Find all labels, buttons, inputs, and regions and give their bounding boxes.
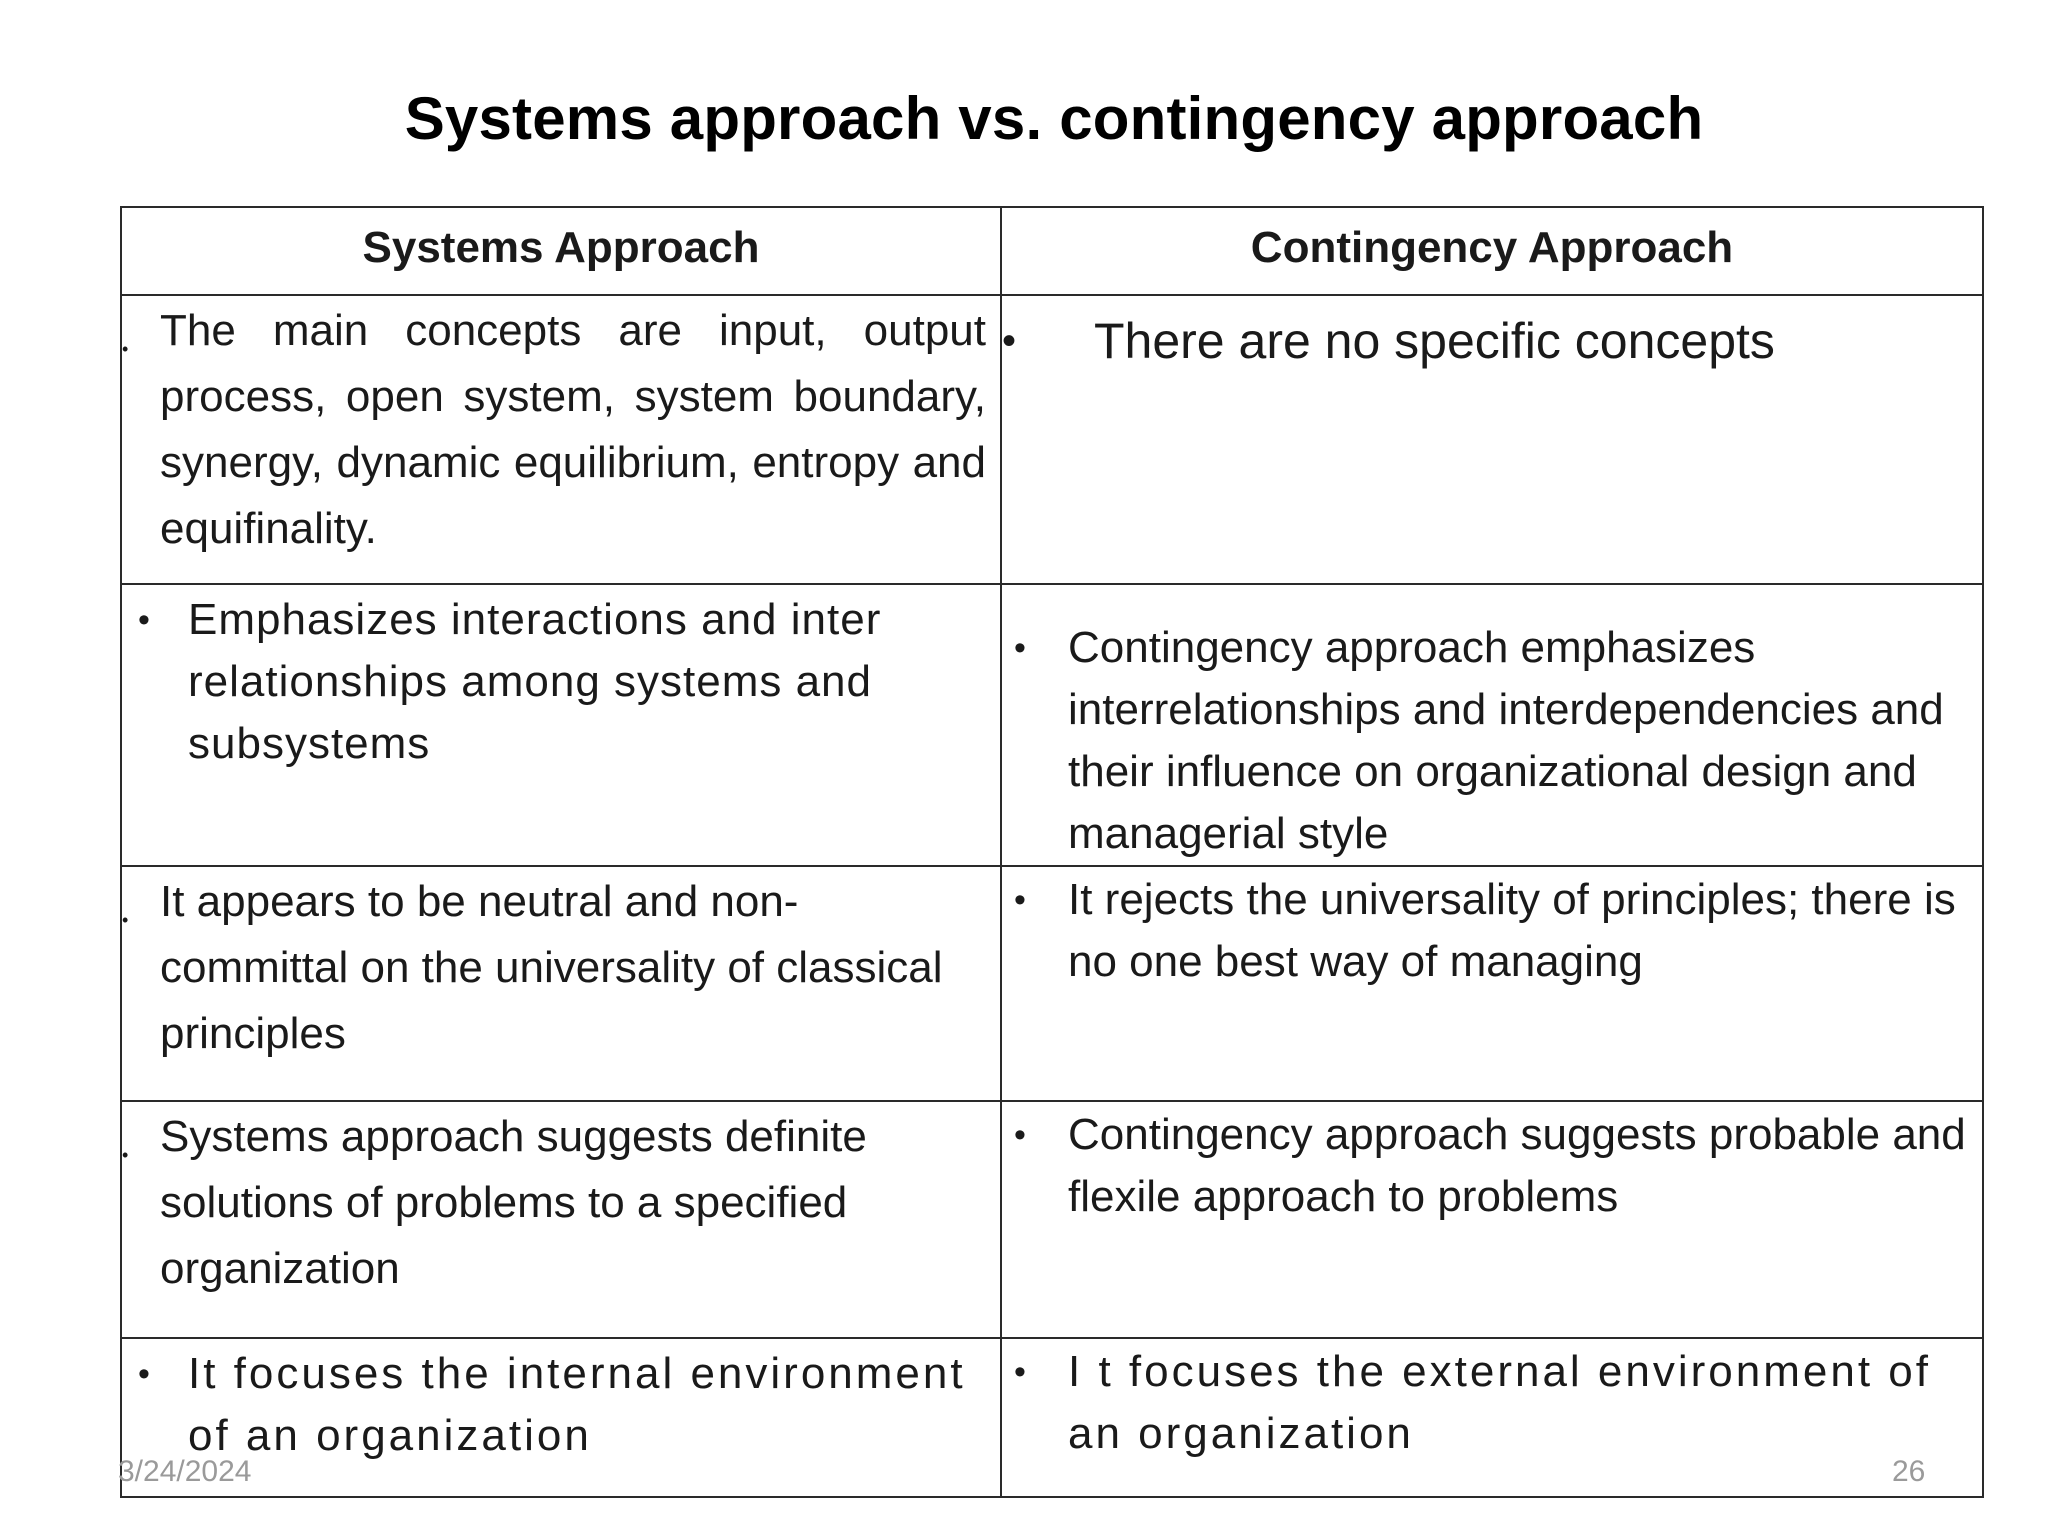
contingency-cell — [1001, 584, 1983, 866]
bullet-icon: • — [122, 339, 129, 359]
header-contingency-approach — [1001, 207, 1983, 295]
list-item — [1002, 296, 1982, 372]
table-row — [121, 1338, 1983, 1497]
footer-date: 3/24/2024 — [118, 1455, 252, 1488]
bullet-icon: • — [1014, 881, 1026, 919]
contingency-cell — [1001, 1338, 1983, 1497]
table-row — [121, 866, 1983, 1101]
slide-title: Systems approach vs. contingency approach — [404, 85, 1704, 152]
page-number: 26 — [1892, 1455, 1926, 1488]
list-item — [122, 296, 1000, 562]
contingency-cell — [1001, 295, 1983, 584]
systems-cell — [121, 866, 1001, 1101]
bullet-icon: • — [138, 601, 150, 639]
table-row — [121, 1101, 1983, 1338]
cell-text: Emphasizes interactions and inter relationships among systems and subsystems — [188, 595, 882, 768]
list-item — [1002, 1102, 1982, 1228]
header-systems-approach — [121, 207, 1001, 295]
list-item — [122, 585, 1000, 775]
list-item — [122, 1339, 1000, 1467]
bullet-icon: • — [122, 910, 129, 930]
list-item — [122, 1102, 1000, 1302]
cell-text: There are no specific concepts — [1094, 313, 1775, 369]
header-contingency-label: Contingency Approach — [1250, 223, 1734, 272]
cell-text: It focuses the internal environment of an organization — [188, 1349, 966, 1460]
cell-text: The main concepts are input, output process, open system, system boundary, synergy, dynamic equilibrium, entropy and equifinality. — [160, 306, 986, 553]
bullet-icon: • — [1014, 1353, 1026, 1391]
systems-cell — [121, 1101, 1001, 1338]
header-systems-label: Systems Approach — [362, 223, 760, 272]
table-row — [121, 584, 1983, 866]
cell-text: Contingency approach emphasizes interrelationships and interdependencies and their influence on organizational design and managerial style — [1068, 623, 1944, 858]
contingency-cell — [1001, 1101, 1983, 1338]
systems-cell — [121, 295, 1001, 584]
table-header-row — [121, 207, 1983, 295]
bullet-icon: • — [1014, 1116, 1026, 1154]
cell-text: It rejects the universality of principles; there is no one best way of managing — [1068, 875, 1956, 986]
systems-cell — [121, 584, 1001, 866]
bullet-icon: • — [1002, 319, 1017, 363]
cell-text: Contingency approach suggests probable and flexile approach to problems — [1068, 1110, 1966, 1221]
table-row — [121, 295, 1983, 584]
bullet-icon: • — [138, 1355, 150, 1393]
list-item — [122, 867, 1000, 1067]
list-item — [1002, 1339, 1982, 1465]
bullet-icon: • — [1014, 629, 1026, 667]
cell-text: I t focuses the external environment of an organization — [1068, 1347, 1931, 1458]
list-item — [1002, 867, 1982, 993]
contingency-cell — [1001, 866, 1983, 1101]
bullet-icon: • — [122, 1145, 129, 1165]
cell-text: Systems approach suggests definite solutions of problems to a specified organization — [160, 1112, 867, 1293]
list-item — [1002, 585, 1982, 865]
cell-text: It appears to be neutral and non-committal on the universality of classical principles — [160, 877, 943, 1058]
comparison-table — [120, 206, 1984, 1498]
systems-cell — [121, 1338, 1001, 1497]
